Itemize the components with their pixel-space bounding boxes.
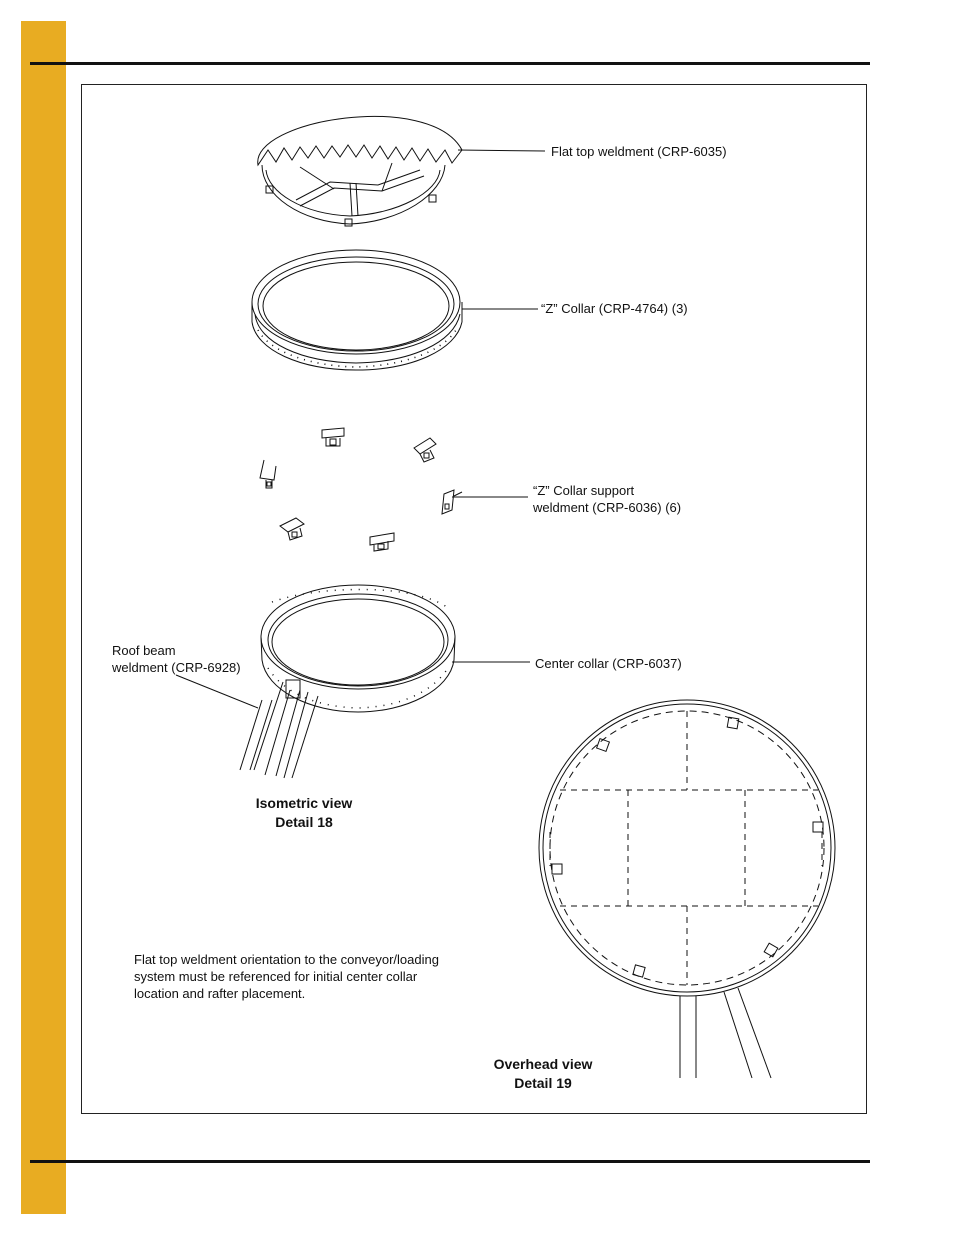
label-roof-beam-1: Roof beam <box>112 643 176 658</box>
z-collar-supports-drawing <box>260 428 462 551</box>
note-line-2: system must be referenced for initial center collar <box>134 969 418 984</box>
note-line-1: Flat top weldment orientation to the conveyor/loading <box>134 952 439 967</box>
center-collar-drawing <box>240 585 455 778</box>
label-z-collar: “Z” Collar (CRP-4764) (3) <box>541 301 688 316</box>
caption-isometric-detail: Detail 18 <box>275 814 333 830</box>
note-line-3: location and rafter placement. <box>134 986 306 1001</box>
label-z-collar-support-1: “Z” Collar support <box>533 483 635 498</box>
z-collar-drawing <box>252 250 462 370</box>
label-roof-beam-2: weldment (CRP-6928) <box>112 660 241 675</box>
leader-lines <box>176 150 545 708</box>
caption-overhead-title: Overhead view <box>493 1056 593 1072</box>
caption-overhead-detail: Detail 19 <box>514 1075 572 1091</box>
caption-overhead <box>463 1055 623 1093</box>
flat-top-weldment-drawing <box>258 116 462 226</box>
label-flat-top-weldment: Flat top weldment (CRP-6035) <box>551 144 727 159</box>
label-z-collar-support-2: weldment (CRP-6036) (6) <box>533 500 682 515</box>
orientation-note <box>134 951 439 1002</box>
caption-isometric <box>224 794 384 832</box>
overhead-view-drawing <box>539 700 835 1078</box>
label-center-collar: Center collar (CRP-6037) <box>535 656 682 671</box>
caption-isometric-title: Isometric view <box>255 795 353 811</box>
